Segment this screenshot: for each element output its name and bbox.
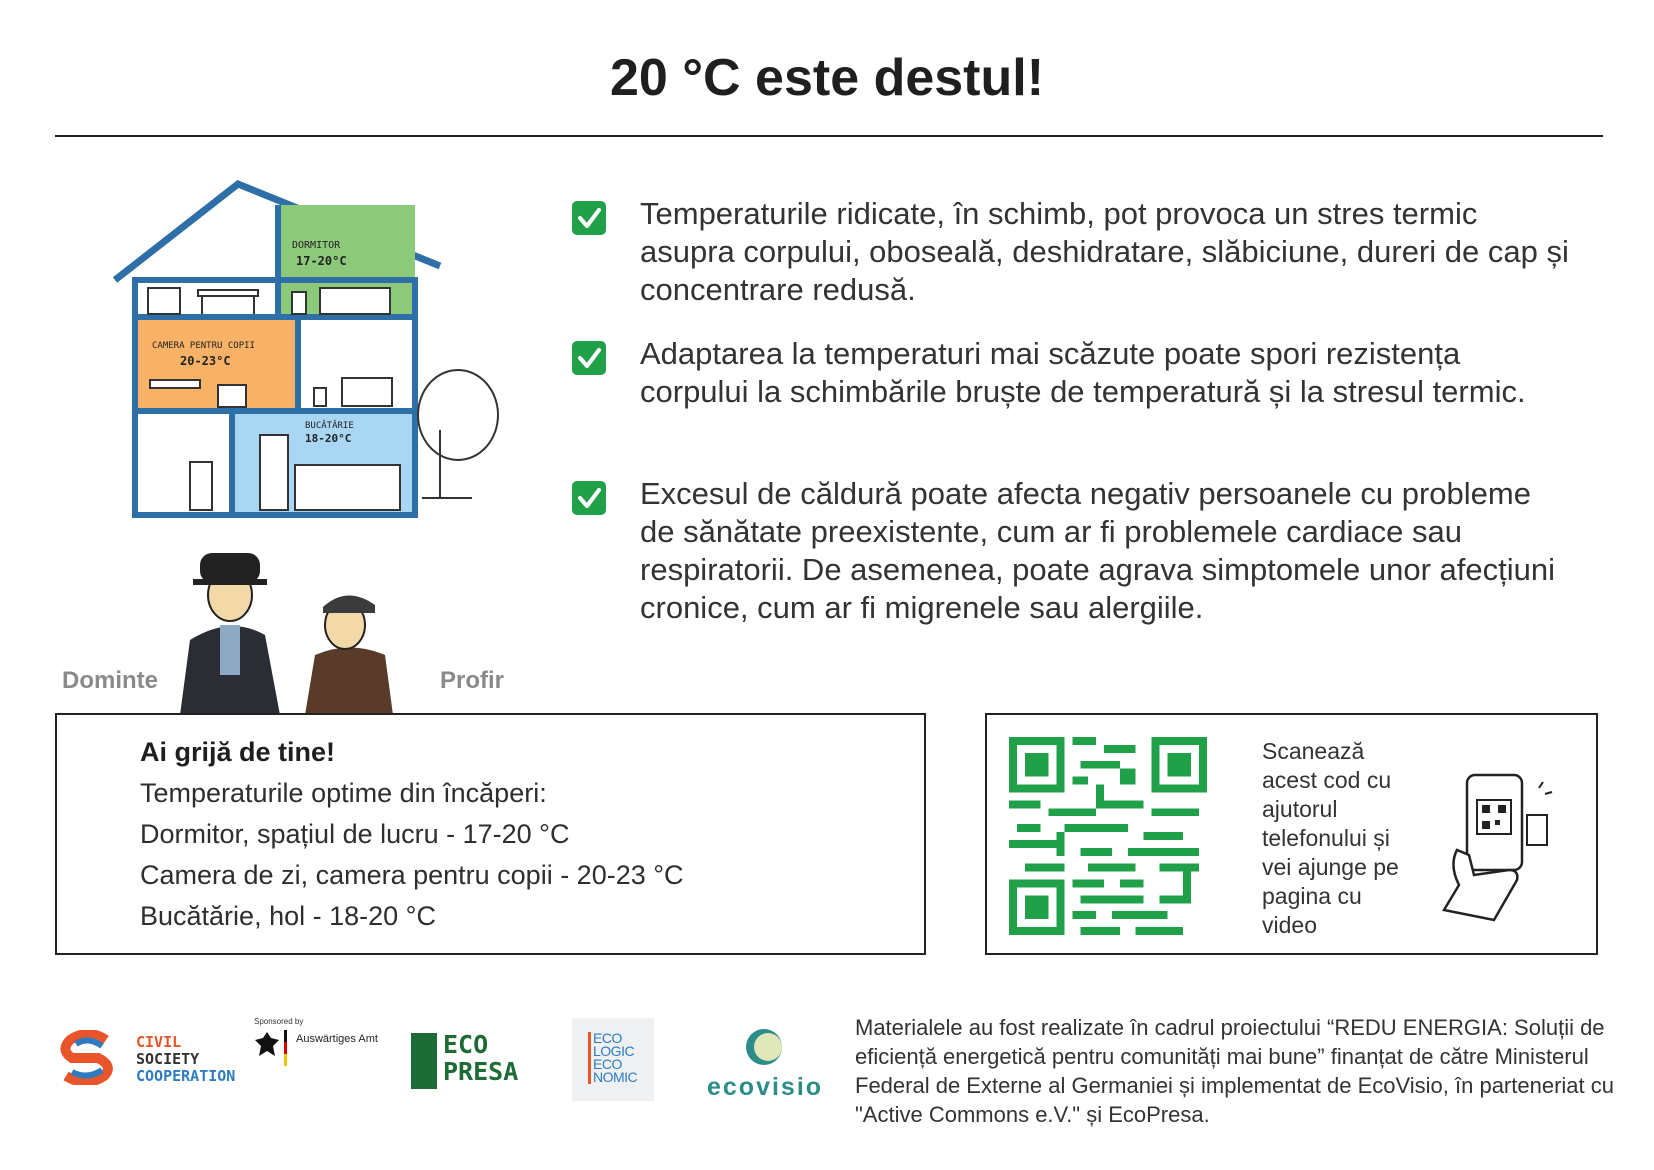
room-label-kids: CAMERA PENTRU COPII xyxy=(152,341,255,351)
civil-society-cooperation-logo-icon xyxy=(58,1030,116,1085)
ecologic-economic-logo: ECO LOGIC ECO NOMIC xyxy=(572,1018,654,1101)
room-label-kitchen: BUCĂTĂRIE xyxy=(305,421,354,431)
room-temp-kitchen: 18-20°C xyxy=(305,432,352,445)
ecopresa-logo: ECO PRESA xyxy=(411,1033,521,1089)
room-temp-bedroom: 17-20°C xyxy=(296,254,347,268)
checkmark-icon xyxy=(572,481,606,515)
qr-instructions: Scanează acest cod cu ajutorul telefonului și vei ajunge pe pagina cu video xyxy=(1262,738,1399,938)
character-name-right: Profir xyxy=(440,667,505,694)
info-heading: Ai grijă de tine! xyxy=(140,737,336,767)
bullet-text: Temperaturile ridicate, în schimb, pot provoca un stres termic asupra corpului, oboseală, deshidratare, slăbiciune, dureri de cap și concentrare redusă. xyxy=(640,196,1569,307)
qr-box xyxy=(985,713,1598,955)
footer-credits: Materialele au fost realizate în cadrul proiectului “REDU ENERGIA: Soluții de eficiență energetică pentru comunități mai bune” finanțat de către Ministerul Federal de Externe al Germaniei și implementat de EcoVisio, în parteneriat cu "Active Commons e.V." și EcoPresa. xyxy=(855,1015,1614,1127)
civil-society-cooperation-logo: CIVIL SOCIETY COOPERATION xyxy=(136,1033,236,1085)
title-divider xyxy=(55,135,1603,137)
federal-eagle-icon xyxy=(254,1030,280,1058)
info-line: Bucătărie, hol - 18-20 °C xyxy=(140,901,436,931)
page-title: 20 °C este destul! xyxy=(609,49,1045,107)
info-line: Camera de zi, camera pentru copii - 20-23 °C xyxy=(140,860,684,890)
character-name-left: Dominte xyxy=(62,667,158,694)
checkmark-icon xyxy=(572,201,606,235)
flag-gold xyxy=(284,1054,287,1066)
checkmark-icon xyxy=(572,341,606,375)
house-illustration xyxy=(110,180,510,530)
info-line: Dormitor, spațiul de lucru - 17-20 °C xyxy=(140,819,570,849)
sponsored-by-label: Sponsored by xyxy=(254,1017,304,1026)
qr-code[interactable] xyxy=(1009,737,1207,935)
characters-illustration xyxy=(175,545,425,715)
bullet-text: Excesul de căldură poate afecta negativ persoanele cu probleme de sănătate preexistente, cum ar fi problemele cardiace sau respiratorii. De asemenea, poate agrava simptomele unor afecțiuni cronice, cum ar fi migrenele sau alergiile. xyxy=(640,476,1555,625)
info-line: Temperaturile optime din încăperi: xyxy=(140,778,547,808)
auswaertiges-amt-label: Auswärtiges Amt xyxy=(296,1033,378,1045)
flag-red xyxy=(284,1042,287,1054)
room-temperature-box xyxy=(55,713,926,955)
room-label-bedroom: DORMITOR xyxy=(292,240,341,251)
ecovisio-logo-icon xyxy=(741,1027,787,1067)
flag-black xyxy=(284,1030,287,1042)
phone-scan-icon xyxy=(1439,770,1564,925)
ecovisio-logo-text: ecovisio xyxy=(707,1073,824,1101)
pen-nib-icon xyxy=(411,1033,437,1089)
room-temp-kids: 20-23°C xyxy=(180,354,231,368)
bullet-text: Adaptarea la temperaturi mai scăzute poate spori rezistența corpului la schimbările bruște de temperatură și la stresul termic. xyxy=(640,336,1526,409)
